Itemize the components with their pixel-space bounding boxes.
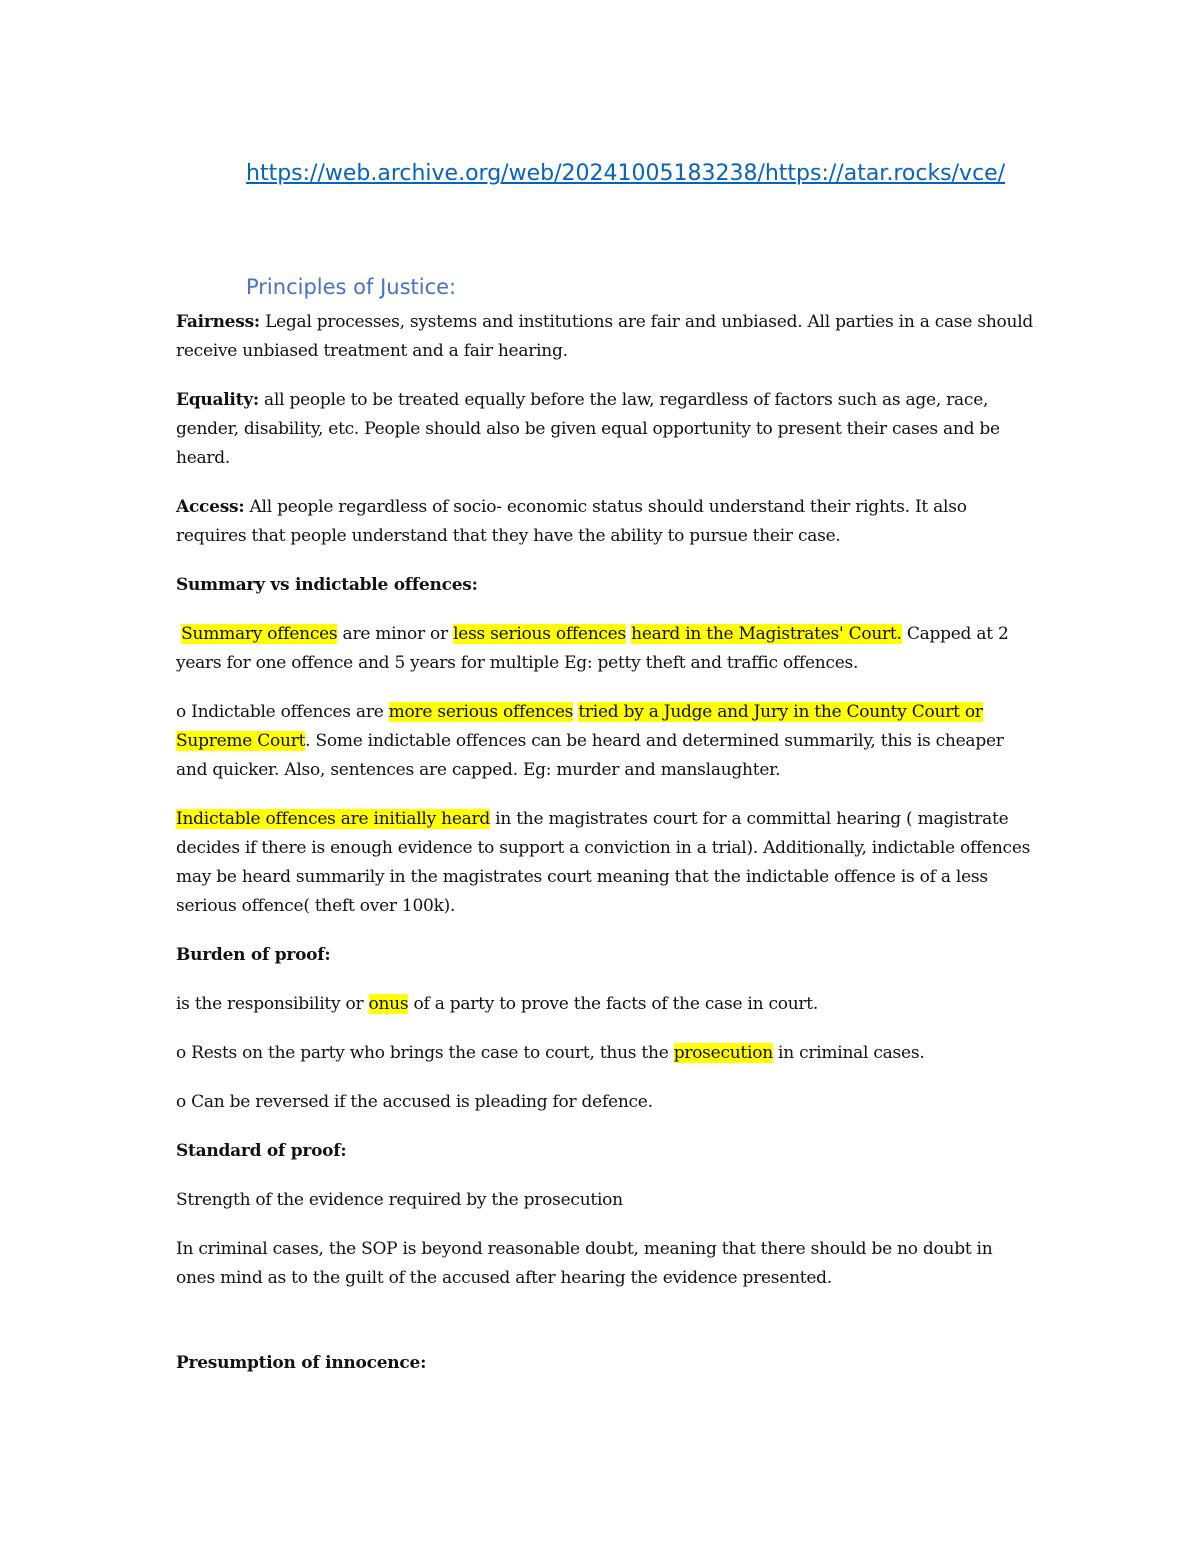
highlight: heard in the Magistrates' Court.: [631, 624, 902, 644]
highlight: prosecution: [673, 1043, 773, 1063]
indictable-offences-paragraph: o Indictable offences are more serious offences tried by a Judge and Jury in the County Court or Supreme Court. Some indictable offences can be heard and determined summarily, this is cheaper and quicker. Also, sentences are capped. Eg: murder and manslaughter.: [176, 702, 1004, 780]
presumption-of-innocence-heading: Presumption of innocence:: [176, 1353, 427, 1373]
burden-reversed-paragraph: o Can be reversed if the accused is pleading for defence.: [176, 1092, 653, 1112]
highlight: less serious offences: [453, 624, 626, 644]
fairness-text: Legal processes, systems and institutions are fair and unbiased. All parties in a case should receive unbiased treatment and a fair hearing.: [176, 312, 1034, 361]
standard-definition-paragraph: Strength of the evidence required by the prosecution: [176, 1190, 623, 1210]
equality-text: all people to be treated equally before the law, regardless of factors such as age, race, gender, disability, etc. People should also be given equal opportunity to present their cases and be heard.: [176, 390, 1000, 468]
fairness-term: Fairness:: [176, 312, 260, 332]
highlight: Indictable offences are initially heard: [176, 809, 491, 829]
burden-rests-paragraph: o Rests on the party who brings the case to court, thus the prosecution in criminal cases.: [176, 1043, 925, 1063]
standard-of-proof-heading: Standard of proof:: [176, 1141, 347, 1161]
archive-link[interactable]: https://web.archive.org/web/20241005183238/https://atar.rocks/vce/: [246, 161, 1006, 186]
burden-of-proof-heading: Burden of proof:: [176, 945, 331, 965]
highlight: onus: [368, 994, 409, 1014]
access-term: Access:: [176, 497, 245, 517]
principles-heading: Principles of Justice:: [246, 275, 457, 299]
highlight: more serious offences: [388, 702, 574, 722]
summary-offences-paragraph: Summary offences are minor or less serious offences heard in the Magistrates' Court. Capped at 2 years for one offence and 5 years for multiple Eg: petty theft and traffic offences.: [176, 624, 1009, 673]
access-paragraph: [176, 493, 1036, 551]
summary-vs-indictable-heading: Summary vs indictable offences:: [176, 575, 478, 595]
committal-paragraph: Indictable offences are initially heard in the magistrates court for a committal hearing ( magistrate decides if there is enough evidence to support a conviction in a trial). Additionally, indictable offences may be heard summarily in the magistrates court meaning that the indictable offence is of a less serious offence( theft over 100k).: [176, 809, 1031, 916]
equality-paragraph: [176, 386, 1036, 473]
highlight: Summary offences: [181, 624, 338, 644]
fairness-paragraph: [176, 308, 1036, 366]
document-body: [176, 308, 1036, 1398]
burden-definition-paragraph: is the responsibility or onus of a party to prove the facts of the case in court.: [176, 994, 819, 1014]
equality-term: Equality:: [176, 390, 259, 410]
standard-criminal-paragraph: In criminal cases, the SOP is beyond reasonable doubt, meaning that there should be no doubt in ones mind as to the guilt of the accused after hearing the evidence presented.: [176, 1239, 993, 1288]
highlight: tried by a Judge and Jury in the County Court or Supreme Court: [176, 702, 983, 751]
access-text: All people regardless of socio- economic status should understand their rights. It also requires that people understand that they have the ability to pursue their case.: [176, 497, 967, 546]
